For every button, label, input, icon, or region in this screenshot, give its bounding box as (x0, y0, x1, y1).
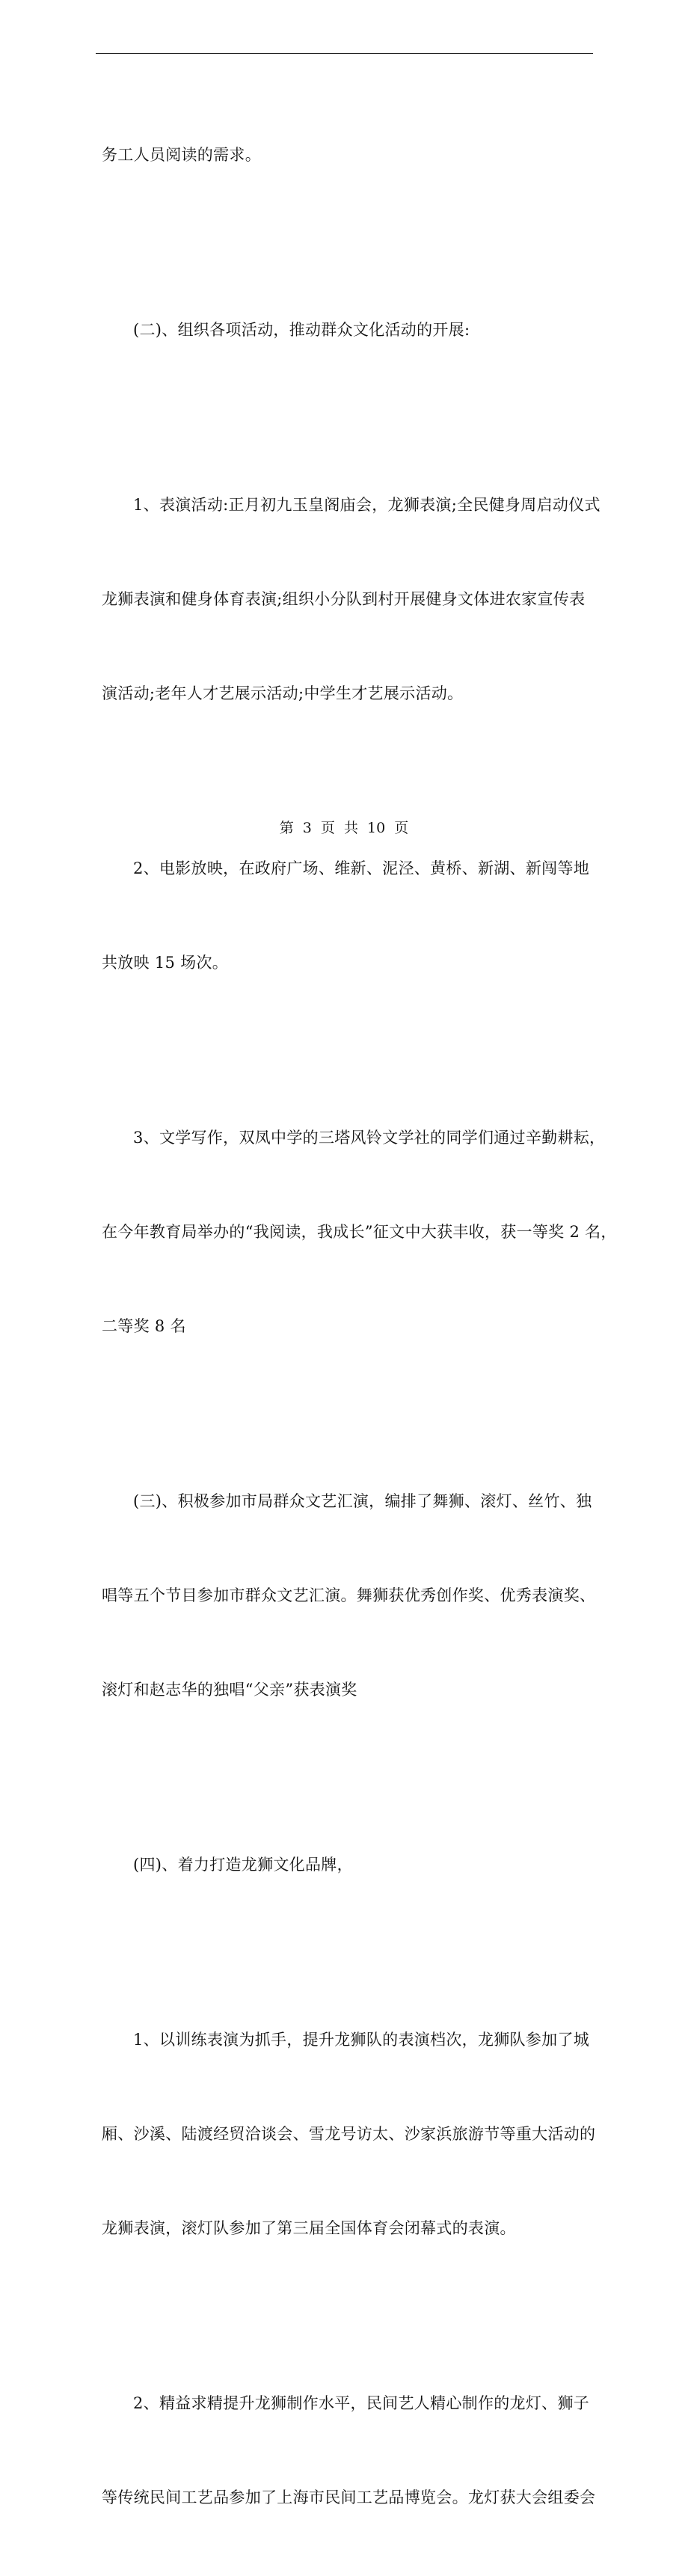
header-rule (96, 53, 593, 54)
paragraph-line: 唱等五个节目参加市群众文艺汇演。舞狮获优秀创作奖、优秀表演奖、 (102, 1586, 596, 1604)
paragraph-line: 龙狮表演和健身体育表演;组织小分队到村开展健身文体进农家宣传表 (102, 590, 586, 608)
section-heading-two (102, 251, 595, 408)
paragraph-line: 在今年教育局举办的“我阅读，我成长”征文中大获丰收，获一等奖 2 名， (102, 1223, 617, 1241)
paragraph-line: 2、电影放映，在政府广场、维新、泥泾、黄桥、新湖、新闯等地 (133, 859, 590, 877)
paragraph-writing (102, 1059, 617, 1405)
paragraph-line: 2、精益求精提升龙狮制作水平，民间艺人精心制作的龙灯、狮子 (133, 2394, 590, 2412)
paragraph-performance (102, 426, 601, 772)
paragraph-line: 3、文学写作，双凤中学的三塔风铃文学社的同学们通过辛勤耕耘， (133, 1129, 606, 1147)
paragraph-line: 1、表演活动:正月初九玉皇阁庙会，龙狮表演;全民健身周启动仪式 (133, 496, 601, 514)
paragraph-continuation (102, 76, 595, 233)
paragraph-craft (102, 2325, 595, 2576)
paragraph-line: (四)、着力打造龙狮文化品牌， (133, 1856, 353, 1874)
paragraph-line: 滚灯和赵志华的独唱“父亲”获表演奖 (102, 1681, 357, 1699)
paragraph-line: (三)、积极参加市局群众文艺汇演，编排了舞狮、滚灯、丝竹、独 (133, 1492, 592, 1510)
paragraph-line: 二等奖 8 名 (102, 1317, 186, 1335)
paragraph-line: 演活动;老年人才艺展示活动;中学生才艺展示活动。 (102, 684, 464, 702)
document-body (102, 76, 617, 2576)
paragraph-line: 务工人员阅读的需求。 (102, 146, 261, 164)
paragraph-line: (二)、组织各项活动，推动群众文化活动的开展: (133, 321, 470, 339)
paragraph-line: 等传统民间工艺品参加了上海市民间工艺品博览会。龙灯获大会组委会 (102, 2488, 596, 2506)
paragraph-line: 1、以训练表演为抓手，提升龙狮队的表演档次，龙狮队参加了城 (133, 2031, 590, 2049)
page-number: 第 3 页 共 10 页 (279, 820, 409, 836)
section-heading-three (102, 1423, 595, 1768)
section-heading-four (102, 1786, 595, 1943)
paragraph-training (102, 1961, 595, 2307)
paragraph-line: 龙狮表演，滚灯队参加了第三届全国体育会闭幕式的表演。 (102, 2219, 516, 2237)
paragraph-line: 厢、沙溪、陆渡经贸洽谈会、雪龙号访太、沙家浜旅游节等重大活动的 (102, 2125, 596, 2143)
paragraph-line: 共放映 15 场次。 (102, 954, 229, 972)
